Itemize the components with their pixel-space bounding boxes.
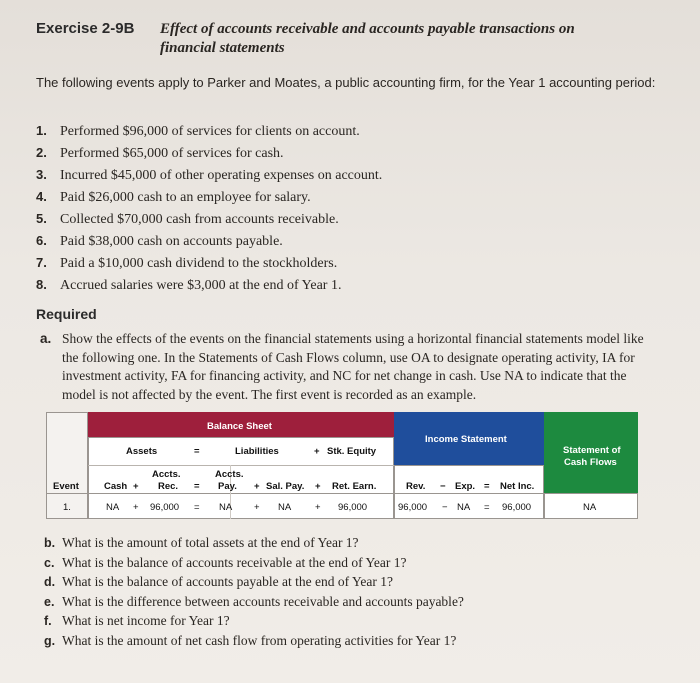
exp-header: Exp. xyxy=(455,481,476,492)
required-a-text: Show the effects of the events on the financial statements using a horizontal financial statements model like the following one. In the Statements of Cash Flows column, use OA to designate operating activity, IA for investment activity, FA for financing activity, and NC for net change in cash. Use NA to indicate that the model is not affected by the event. The first event is recorded as an example. xyxy=(62,331,644,402)
event-item xyxy=(36,120,656,142)
plus-sign: + xyxy=(315,481,321,492)
row-accts-rec: 96,000 xyxy=(150,502,180,513)
net-inc-header: Net Inc. xyxy=(500,481,535,492)
exercise-label: Exercise 2-9B xyxy=(36,20,135,37)
stk-equity-header: Stk. Equity xyxy=(327,446,377,457)
event-item xyxy=(36,142,656,164)
question-item xyxy=(44,592,664,612)
plus-sign: + xyxy=(254,481,260,492)
event-number: 5. xyxy=(36,211,47,226)
required-heading: Required xyxy=(36,306,97,322)
event-number: 7. xyxy=(36,255,47,270)
required-a-letter: a. xyxy=(40,331,52,346)
accts-rec-header-line2: Rec. xyxy=(158,481,179,492)
row-accts-pay: NA xyxy=(219,502,233,513)
exercise-title-line1: Effect of accounts receivable and accounts payable transactions on xyxy=(160,21,575,37)
event-text: Collected $70,000 cash from accounts receivable. xyxy=(60,212,339,227)
question-text: What is the balance of accounts payable at the end of Year 1? xyxy=(62,574,393,589)
balance-sheet-title: Balance Sheet xyxy=(207,421,272,432)
event-number: 2. xyxy=(36,145,47,160)
exercise-title-line2: financial statements xyxy=(160,40,285,56)
question-item xyxy=(44,572,664,592)
liabilities-header: Liabilities xyxy=(235,446,279,457)
assets-header: Assets xyxy=(126,446,158,457)
row-ret-earn: 96,000 xyxy=(338,502,368,513)
event-item xyxy=(36,252,656,274)
event-text: Paid $26,000 cash to an employee for salary. xyxy=(60,190,311,205)
question-letter: e. xyxy=(44,594,55,609)
event-text: Performed $65,000 of services for cash. xyxy=(60,146,284,161)
question-letter: d. xyxy=(44,575,56,589)
rev-header: Rev. xyxy=(406,481,426,492)
equals-sign: = xyxy=(484,481,490,492)
plus-sign: + xyxy=(133,502,139,513)
event-number: 8. xyxy=(36,277,47,292)
plus-sign: + xyxy=(133,481,139,492)
cash-flows-title-line1: Statement of xyxy=(563,445,621,456)
event-header: Event xyxy=(53,481,79,492)
minus-sign: − xyxy=(442,502,448,513)
question-letter: f. xyxy=(44,614,52,628)
equals-sign: = xyxy=(484,502,490,513)
row-net-inc: 96,000 xyxy=(502,502,532,513)
questions-list xyxy=(44,533,664,650)
event-text: Paid $38,000 cash on accounts payable. xyxy=(60,234,283,249)
equals-sign: = xyxy=(194,446,200,457)
question-letter: g. xyxy=(44,633,56,648)
event-item xyxy=(36,186,656,208)
event-item xyxy=(36,274,656,296)
row-cash-flow: NA xyxy=(583,502,597,513)
minus-sign: − xyxy=(440,481,446,492)
accts-pay-header-line2: Pay. xyxy=(218,481,237,492)
row-divider xyxy=(88,465,394,466)
question-item xyxy=(44,553,664,573)
event-item xyxy=(36,208,656,230)
cash-flows-title-line2: Cash Flows xyxy=(564,457,617,468)
row-rev: 96,000 xyxy=(398,502,428,513)
plus-sign: + xyxy=(254,502,260,513)
income-statement-title: Income Statement xyxy=(425,434,507,445)
row-event: 1. xyxy=(63,502,71,513)
ret-earn-header: Ret. Earn. xyxy=(332,481,377,492)
required-a xyxy=(40,330,655,404)
exercise-title xyxy=(160,20,640,58)
event-text: Accrued salaries were $3,000 at the end of Year 1. xyxy=(60,278,342,293)
question-text: What is net income for Year 1? xyxy=(62,613,230,628)
events-list xyxy=(36,120,656,296)
question-text: What is the balance of accounts receivable at the end of Year 1? xyxy=(62,554,407,570)
question-letter: c. xyxy=(44,555,55,570)
plus-sign: + xyxy=(314,446,320,457)
question-letter: b. xyxy=(44,536,56,550)
question-item xyxy=(44,631,664,651)
cash-header: Cash xyxy=(104,481,128,492)
event-number: 1. xyxy=(36,123,47,138)
sal-pay-header: Sal. Pay. xyxy=(266,481,305,492)
row-cash: NA xyxy=(106,502,120,513)
event-number: 4. xyxy=(36,189,47,204)
event-item xyxy=(36,164,656,186)
plus-sign: + xyxy=(315,502,321,513)
accts-rec-header-line1: Accts. xyxy=(152,469,181,480)
event-text: Performed $96,000 of services for clients on account. xyxy=(60,124,360,139)
question-text: What is the difference between accounts receivable and accounts payable? xyxy=(62,593,464,609)
row-divider xyxy=(46,493,544,494)
question-item xyxy=(44,611,664,631)
equals-sign: = xyxy=(194,481,200,492)
event-number: 6. xyxy=(36,233,47,248)
row-exp: NA xyxy=(457,502,471,513)
question-text: What is the amount of total assets at the end of Year 1? xyxy=(62,535,359,550)
question-item xyxy=(44,533,664,553)
question-text: What is the amount of net cash flow from operating activities for Year 1? xyxy=(62,632,457,648)
event-item xyxy=(36,230,656,252)
accts-pay-header-line1: Accts. xyxy=(215,469,244,480)
equals-sign: = xyxy=(194,502,200,513)
row-sal-pay: NA xyxy=(278,502,292,513)
event-text: Paid a $10,000 cash dividend to the stockholders. xyxy=(60,256,338,271)
event-number: 3. xyxy=(36,167,47,182)
intro-paragraph: The following events apply to Parker and Moates, a public accounting firm, for the Year 1 accounting period: xyxy=(36,75,656,90)
event-text: Incurred $45,000 of other operating expenses on account. xyxy=(60,168,383,183)
